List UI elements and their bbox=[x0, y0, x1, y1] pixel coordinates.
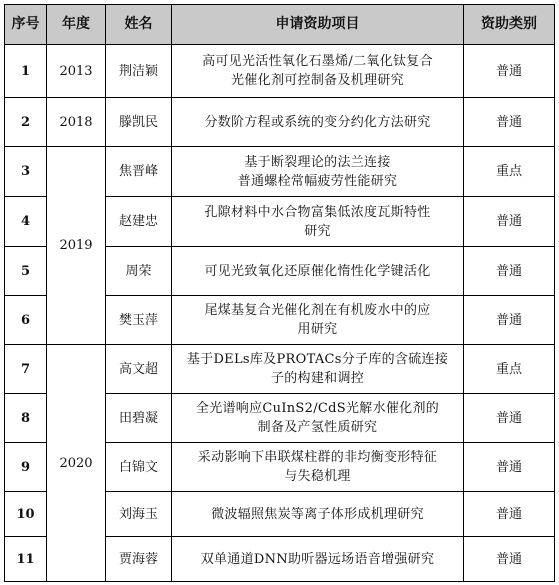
type-cell: 重点 bbox=[464, 147, 555, 197]
project-cell bbox=[172, 537, 464, 582]
year-cell: 2013 bbox=[47, 45, 106, 98]
row-number: 11 bbox=[5, 537, 47, 582]
header-name: 姓名 bbox=[106, 5, 172, 45]
name-cell: 焦晋峰 bbox=[106, 147, 172, 197]
grant-table bbox=[4, 4, 555, 582]
type-cell: 普通 bbox=[464, 492, 555, 537]
project-cell bbox=[172, 45, 464, 98]
type-cell: 普通 bbox=[464, 296, 555, 345]
project-line: 基于断裂理论的法兰连接 bbox=[244, 154, 391, 170]
project-line: 采动影响下串联煤柱群的非均衡变形特征 bbox=[197, 450, 438, 465]
header-no: 序号 bbox=[5, 5, 47, 45]
type-cell: 重点 bbox=[464, 345, 555, 394]
name-cell: 田碧凝 bbox=[106, 394, 172, 443]
header-project: 申请资助项目 bbox=[172, 5, 464, 45]
year-cell: 2018 bbox=[47, 98, 106, 147]
row-number: 3 bbox=[5, 147, 47, 197]
project-line: 可见光致氧化还原催化惰性化学键活化 bbox=[204, 263, 431, 279]
type-cell: 普通 bbox=[464, 247, 555, 296]
name-cell: 樊玉萍 bbox=[106, 296, 172, 345]
project-cell bbox=[172, 492, 464, 537]
project-cell bbox=[172, 247, 464, 296]
project-line: 与失稳机理 bbox=[284, 469, 351, 484]
name-cell: 赵建忠 bbox=[106, 197, 172, 247]
project-cell bbox=[172, 98, 464, 147]
name-cell: 白锦文 bbox=[106, 443, 172, 492]
project-cell bbox=[172, 296, 464, 345]
year-cell: 2019 bbox=[47, 147, 106, 345]
name-cell: 荆洁颖 bbox=[106, 45, 172, 98]
project-line: 高可见光活性氧化石墨烯/二氧化钛复合 bbox=[202, 54, 433, 69]
project-line: 光催化剂可控制备及机理研究 bbox=[231, 73, 404, 88]
row-number: 2 bbox=[5, 98, 47, 147]
table-row bbox=[5, 98, 555, 147]
project-line: 用研究 bbox=[297, 322, 338, 337]
name-cell: 刘海玉 bbox=[106, 492, 172, 537]
header-type: 资助类别 bbox=[464, 5, 555, 45]
row-number: 9 bbox=[5, 443, 47, 492]
name-cell: 滕凯民 bbox=[106, 98, 172, 147]
row-number: 1 bbox=[5, 45, 47, 98]
name-cell: 贾海蓉 bbox=[106, 537, 172, 582]
project-line: 全光谱响应CuInS2/CdS光解水催化剂的 bbox=[195, 401, 440, 416]
project-line: 研究 bbox=[304, 223, 331, 239]
project-line: 制备及产氢性质研究 bbox=[257, 420, 378, 435]
table-row bbox=[5, 147, 555, 197]
row-number: 8 bbox=[5, 394, 47, 443]
table-row bbox=[5, 45, 555, 98]
type-cell: 普通 bbox=[464, 537, 555, 582]
project-line: 双单通道DNN助听器远场语音增强研究 bbox=[200, 551, 435, 567]
type-cell: 普通 bbox=[464, 443, 555, 492]
name-cell: 周荣 bbox=[106, 247, 172, 296]
type-cell: 普通 bbox=[464, 45, 555, 98]
year-cell: 2020 bbox=[47, 345, 106, 582]
row-number: 5 bbox=[5, 247, 47, 296]
project-line: 孔隙材料中水合物富集低浓度瓦斯特性 bbox=[204, 204, 431, 220]
project-cell bbox=[172, 345, 464, 394]
project-line: 基于DELs库及PROTACs分子库的含硫连接 bbox=[186, 352, 449, 367]
project-line: 微波辐照焦炭等离子体形成机理研究 bbox=[211, 506, 424, 522]
project-line: 分数阶方程或系统的变分约化方法研究 bbox=[204, 114, 431, 130]
table-row bbox=[5, 345, 555, 394]
project-cell bbox=[172, 394, 464, 443]
row-number: 6 bbox=[5, 296, 47, 345]
project-cell bbox=[172, 443, 464, 492]
header-year: 年度 bbox=[47, 5, 106, 45]
row-number: 10 bbox=[5, 492, 47, 537]
type-cell: 普通 bbox=[464, 394, 555, 443]
row-number: 4 bbox=[5, 197, 47, 247]
project-line: 尾煤基复合光催化剂在有机废水中的应 bbox=[204, 303, 431, 318]
row-number: 7 bbox=[5, 345, 47, 394]
project-cell bbox=[172, 197, 464, 247]
header-row bbox=[5, 5, 555, 45]
project-cell bbox=[172, 147, 464, 197]
name-cell: 高文超 bbox=[106, 345, 172, 394]
project-line: 子的构建和调控 bbox=[270, 371, 365, 386]
type-cell: 普通 bbox=[464, 197, 555, 247]
type-cell: 普通 bbox=[464, 98, 555, 147]
project-line: 普通螺栓常幅疲劳性能研究 bbox=[237, 173, 398, 189]
